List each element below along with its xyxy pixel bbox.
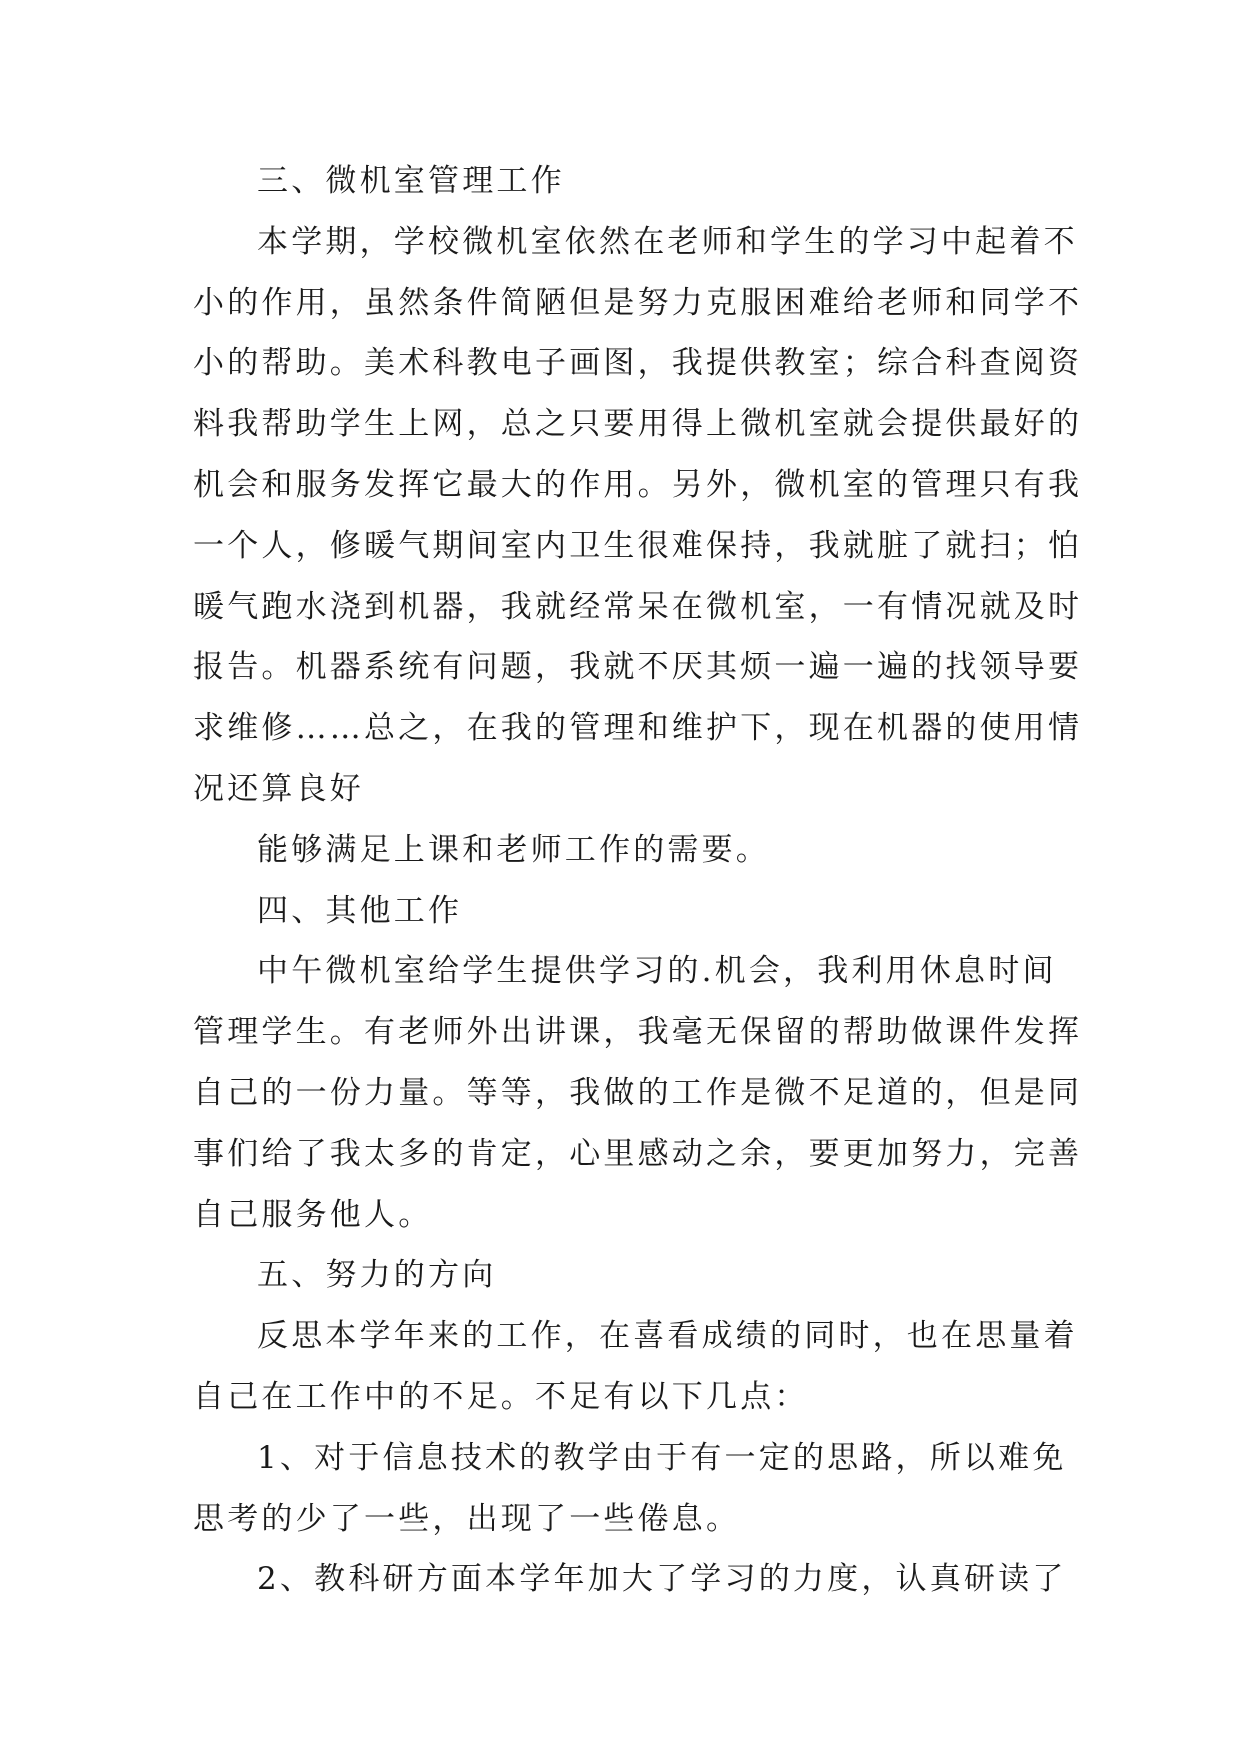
- paragraph-line: 自己的一份力量。等等，我做的工作是微不足道的，但是同: [193, 1074, 1083, 1111]
- paragraph-line: 事们给了我太多的肯定，心里感动之余，要更加努力，完善: [193, 1135, 1083, 1172]
- paragraph-line: 一个人，修暖气期间室内卫生很难保持，我就脏了就扫；怕: [193, 527, 1083, 564]
- paragraph-line: 自己在工作中的不足。不足有以下几点：: [193, 1378, 809, 1415]
- section-heading-4: 四、其他工作: [257, 892, 463, 929]
- list-item-1: 1、对于信息技术的教学由于有一定的思路，所以难免: [257, 1439, 1067, 1476]
- paragraph-line: 能够满足上课和老师工作的需要。: [257, 831, 770, 868]
- document-body: [193, 151, 1083, 1610]
- paragraph-line: 暖气跑水浇到机器，我就经常呆在微机室，一有情况就及时: [193, 588, 1083, 625]
- paragraph-line: 自己服务他人。: [193, 1196, 433, 1233]
- section-heading-5: 五、努力的方向: [257, 1257, 497, 1294]
- paragraph-line: 中午微机室给学生提供学习的.机会，我利用休息时间: [257, 953, 1057, 990]
- paragraph-line: 本学期，学校微机室依然在老师和学生的学习中起着不: [257, 223, 1078, 260]
- paragraph-line: 思考的少了一些，出现了一些倦息。: [193, 1500, 741, 1537]
- paragraph-line: 反思本学年来的工作，在喜看成绩的同时，也在思量着: [257, 1318, 1078, 1355]
- paragraph-line: 小的帮助。美术科教电子画图，我提供教室；综合科查阅资: [193, 345, 1083, 382]
- list-item-2: 2、教科研方面本学年加大了学习的力度，认真研读了: [257, 1561, 1067, 1598]
- paragraph-line: 求维修……总之，在我的管理和维护下，现在机器的使用情: [193, 710, 1083, 747]
- section-heading-3: 三、微机室管理工作: [257, 163, 565, 199]
- paragraph-line: 料我帮助学生上网，总之只要用得上微机室就会提供最好的: [193, 406, 1083, 443]
- paragraph-line: 小的作用，虽然条件简陋但是努力克服困难给老师和同学不: [193, 284, 1083, 321]
- paragraph-line: 况还算良好: [193, 770, 364, 807]
- paragraph-line: 报告。机器系统有问题，我就不厌其烦一遍一遍的找领导要: [193, 649, 1083, 686]
- paragraph-line: 机会和服务发挥它最大的作用。另外，微机室的管理只有我: [193, 466, 1083, 503]
- paragraph-line: 管理学生。有老师外出讲课，我毫无保留的帮助做课件发挥: [193, 1014, 1083, 1051]
